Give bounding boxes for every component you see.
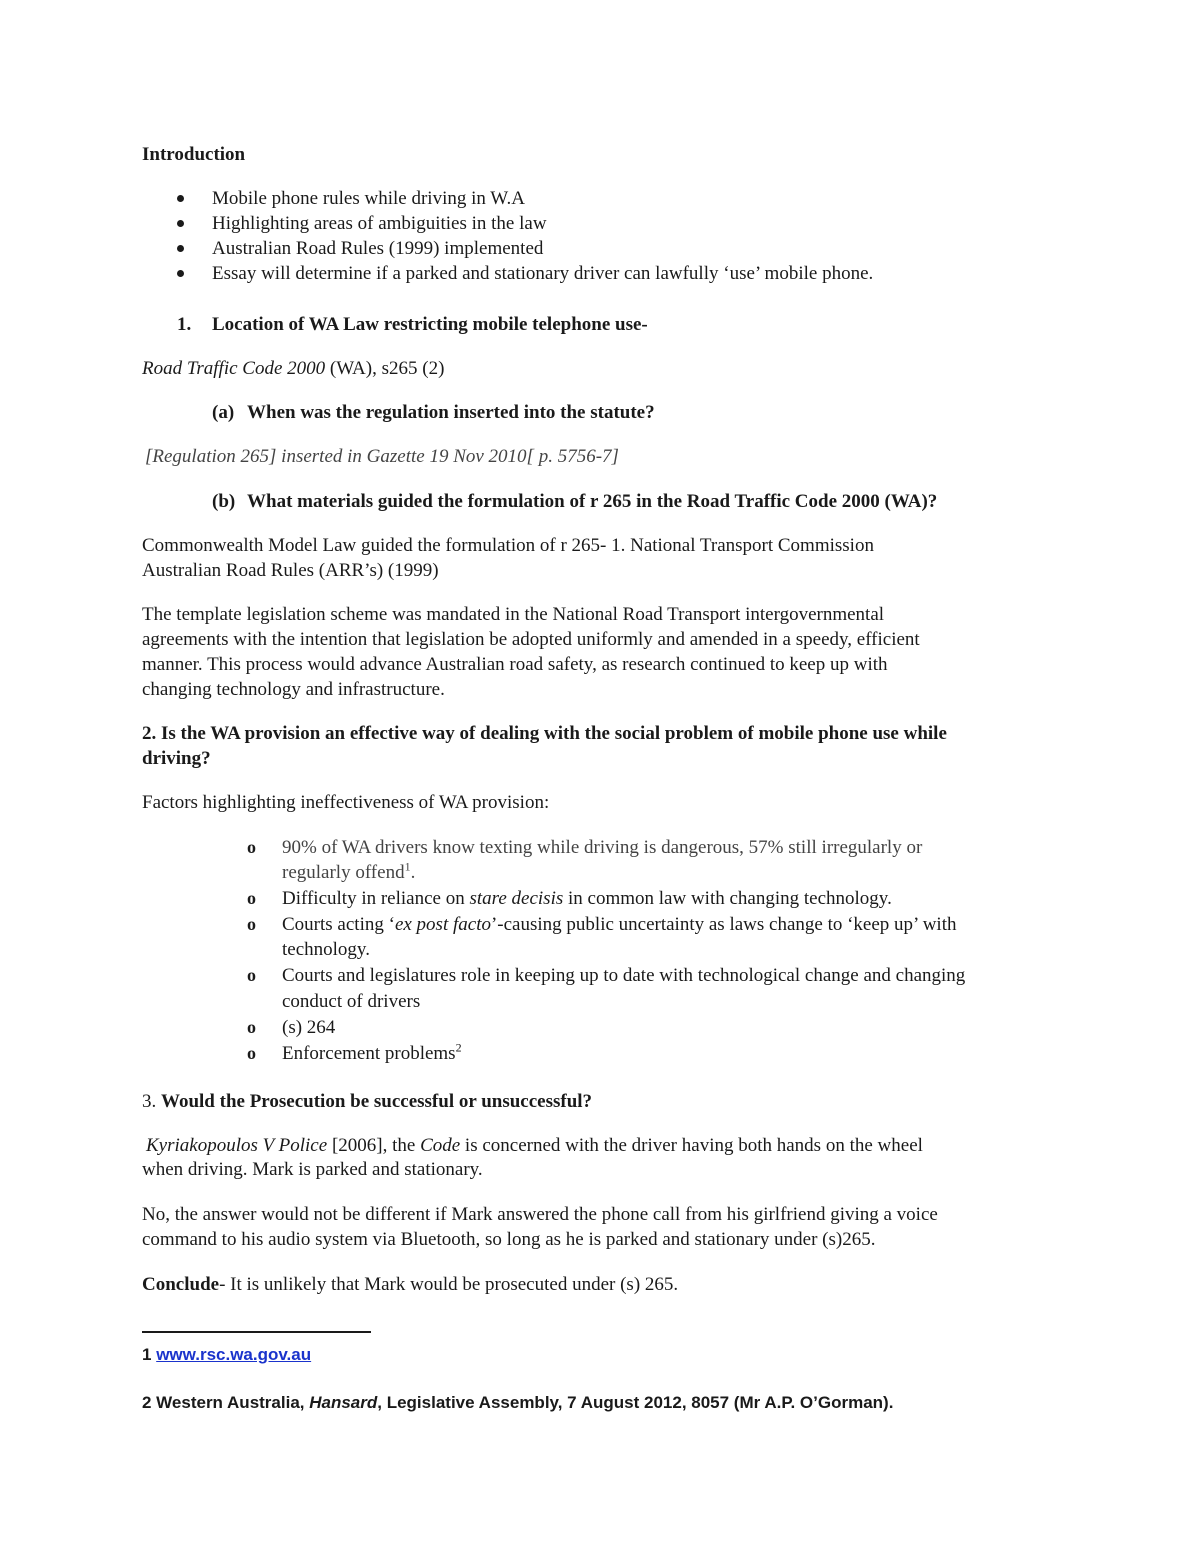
factor-item — [282, 886, 892, 911]
section1-citation — [142, 356, 444, 381]
footnote-ref-1: 1 — [404, 859, 411, 874]
factor-text: Courts acting ‘ — [282, 914, 395, 935]
case-name: Kyriakopoulos V Police — [146, 1135, 328, 1156]
citation-italic: Road Traffic Code 2000 — [142, 358, 326, 379]
footnote-1 — [142, 1342, 311, 1367]
code-italic: Code — [420, 1135, 461, 1156]
section1-heading: Location of WA Law restricting mobile telephone use- — [212, 314, 648, 335]
factor-text: regularly offend — [282, 862, 405, 883]
intro-bullet: Essay will determine if a parked and stationary driver can lawfully ‘use’ mobile phone. — [212, 263, 874, 284]
circle-bullet-icon: o — [247, 965, 256, 985]
para2-line: changing technology and infrastructure. — [142, 679, 445, 700]
intro-bullet: Highlighting areas of ambiguities in the law — [212, 213, 547, 234]
factor-item-cont — [282, 860, 415, 885]
answer-para-cont: command to his audio system via Bluetooth, so long as he is parked and stationary under (s)265. — [142, 1229, 876, 1250]
bullet-icon — [177, 245, 184, 252]
factor-text: ’-causing public uncertainty as laws change to ‘keep up’ with — [490, 914, 957, 935]
footnote-1-number: 1 — [142, 1345, 157, 1364]
factor-text: Difficulty in reliance on — [282, 888, 470, 909]
para2-line: agreements with the intention that legislation be adopted uniformly and amended in a speedy, efficient — [142, 629, 920, 650]
factor-item — [282, 912, 957, 937]
intro-bullet: Mobile phone rules while driving in W.A — [212, 188, 525, 209]
intro-heading: Introduction — [142, 144, 246, 165]
para1-line: Commonwealth Model Law guided the formulation of r 265- 1. National Transport Commission — [142, 535, 874, 556]
footnote-2-italic: Hansard — [309, 1393, 378, 1412]
bullet-icon — [177, 195, 184, 202]
footnote-ref-2: 2 — [455, 1040, 462, 1055]
circle-bullet-icon: o — [247, 1017, 256, 1037]
section3-heading-line — [142, 1089, 592, 1114]
factor-item: 90% of WA drivers know texting while driving is dangerous, 57% still irregularly or — [282, 837, 923, 858]
bullet-icon — [177, 220, 184, 227]
circle-bullet-icon: o — [247, 1043, 256, 1063]
circle-bullet-icon: o — [247, 837, 256, 857]
footnote-1-link[interactable]: www.rsc.wa.gov.au — [156, 1345, 312, 1364]
intro-bullet: Australian Road Rules (1999) implemented — [212, 238, 544, 259]
answer-a: [Regulation 265] inserted in Gazette 19 Nov 2010[ p. 5756-7] — [145, 446, 619, 467]
para1-line: Australian Road Rules (ARR’s) (1999) — [142, 560, 439, 581]
conclude-label: Conclude — [142, 1274, 220, 1295]
footnote-separator — [142, 1331, 371, 1333]
factor-item: Courts and legislatures role in keeping up to date with technological change and changing — [282, 965, 966, 986]
sub-a-label: (a) — [212, 402, 235, 423]
case-line-cont: when driving. Mark is parked and stationary. — [142, 1159, 483, 1180]
sub-b-label: (b) — [212, 491, 236, 512]
section2-intro: Factors highlighting ineffectiveness of WA provision: — [142, 792, 550, 813]
footnote-2-text: , Legislative Assembly, 7 August 2012, 8057 (Mr A.P. O’Gorman). — [377, 1393, 894, 1412]
factor-text: in common law with changing technology. — [563, 888, 892, 909]
sub-a-question: When was the regulation inserted into the statute? — [247, 402, 655, 423]
section2-heading-cont: driving? — [142, 748, 211, 769]
factor-item: (s) 264 — [282, 1017, 336, 1038]
case-text: [2006], the — [327, 1135, 421, 1156]
factor-italic: ex post facto — [394, 914, 491, 935]
factor-item — [282, 1041, 462, 1066]
circle-bullet-icon: o — [247, 914, 256, 934]
conclude-text: - It is unlikely that Mark would be prosecuted under (s) 265. — [219, 1274, 679, 1295]
case-text: is concerned with the driver having both hands on the wheel — [460, 1135, 923, 1156]
citation-rest: (WA), s265 (2) — [325, 358, 445, 379]
factor-item-cont: conduct of drivers — [282, 991, 421, 1012]
section3-number: 3. — [142, 1091, 161, 1112]
para2-line: The template legislation scheme was mandated in the National Road Transport intergovernmental — [142, 604, 885, 625]
case-line — [146, 1133, 923, 1158]
sub-b-question: What materials guided the formulation of r 265 in the Road Traffic Code 2000 (WA)? — [247, 491, 938, 512]
section2-heading: 2. Is the WA provision an effective way of dealing with the social problem of mobile phone use while — [142, 723, 947, 744]
factor-text: Enforcement problems — [282, 1043, 456, 1064]
factor-text-end: . — [410, 862, 416, 883]
section3-heading: Would the Prosecution be successful or unsuccessful? — [161, 1091, 593, 1112]
circle-bullet-icon: o — [247, 888, 256, 908]
conclusion — [142, 1272, 678, 1297]
footnote-2 — [142, 1390, 893, 1415]
para2-line: manner. This process would advance Australian road safety, as research continued to keep up with — [142, 654, 888, 675]
factor-italic: stare decisis — [469, 888, 564, 909]
answer-para: No, the answer would not be different if Mark answered the phone call from his girlfriend giving a voice — [142, 1204, 938, 1225]
section1-number: 1. — [177, 314, 192, 335]
factor-item-cont: technology. — [282, 939, 370, 960]
footnote-2-text: 2 Western Australia, — [142, 1393, 310, 1412]
bullet-icon — [177, 270, 184, 277]
